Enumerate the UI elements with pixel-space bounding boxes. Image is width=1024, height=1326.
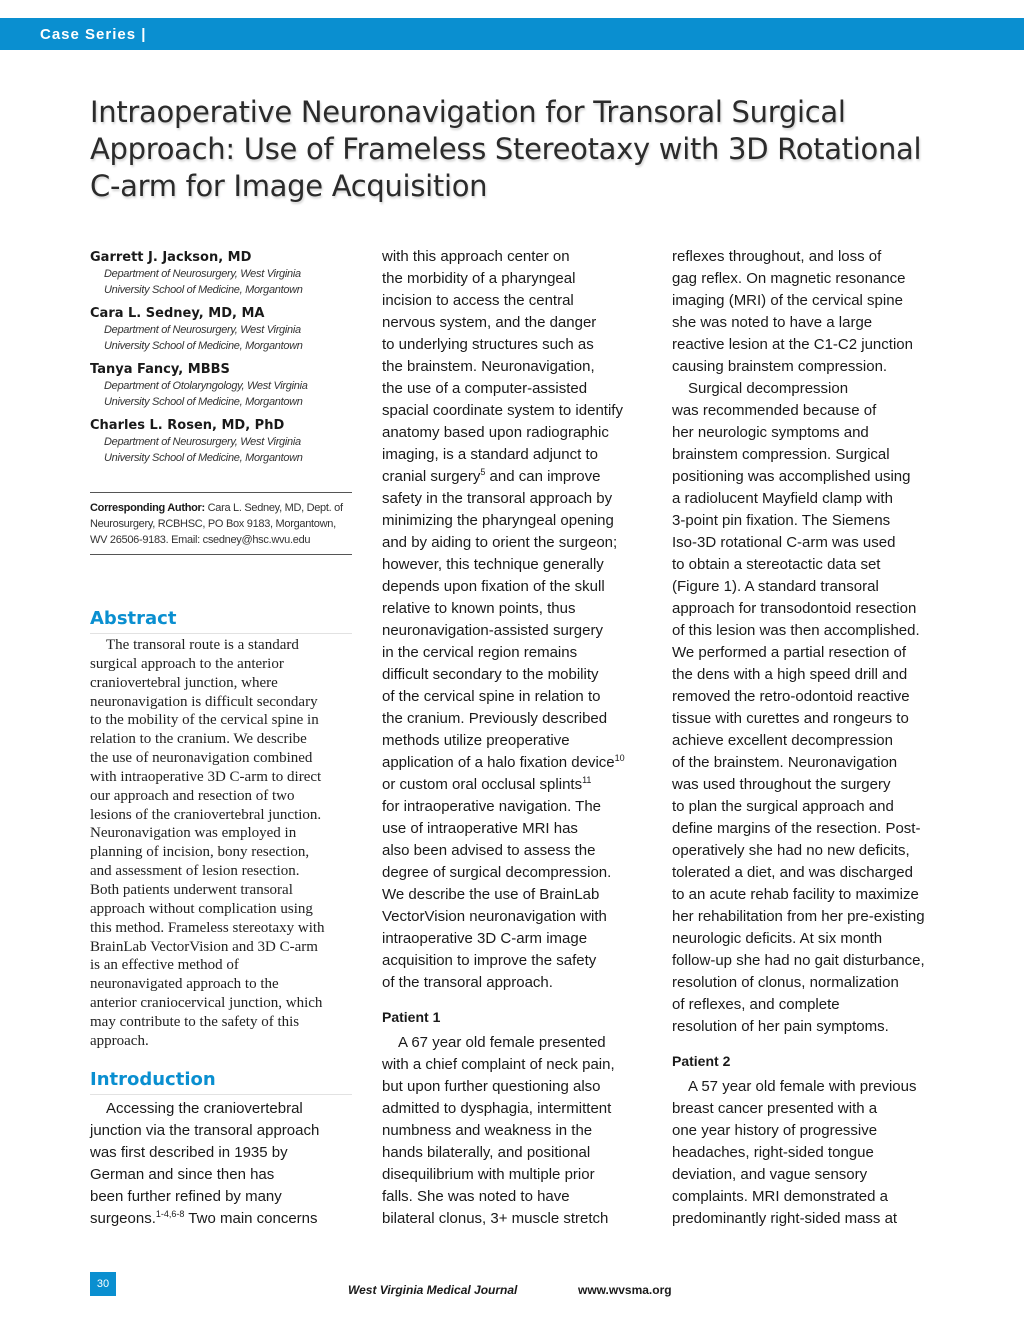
- text-line: methods utilize preoperative: [382, 732, 570, 749]
- affiliation-line: University School of Medicine, Morgantown: [104, 452, 303, 464]
- text-line: safety in the transoral approach by: [382, 490, 613, 507]
- text-line: with this approach center on: [382, 248, 570, 265]
- corresponding-address: Neurosurgery, RCBHSC, PO Box 9183, Morgantown,: [90, 518, 336, 530]
- text-line: relative to known points, thus: [382, 600, 576, 617]
- text-line: bilateral clonus, 3+ muscle stretch: [382, 1210, 609, 1227]
- text-line: A 67 year old female presented: [398, 1034, 606, 1051]
- text-line: the use of neuronavigation combined: [90, 750, 313, 767]
- text-line: incision to access the central: [382, 292, 574, 309]
- text-line: imaging, is a standard adjunct to: [382, 446, 598, 463]
- text-line: use of intraoperative MRI has: [382, 820, 578, 837]
- text-fragment: cranial surgery: [382, 468, 481, 485]
- text-line: intraoperative 3D C-arm image: [382, 930, 588, 947]
- text-fragment: Two main concerns: [184, 1210, 318, 1227]
- text-line: the use of a computer-assisted: [382, 380, 588, 397]
- text-line: neurologic deficits. At six month: [672, 930, 883, 947]
- text-line: of the cervical spine in relation to: [382, 688, 601, 705]
- article-title: [90, 94, 930, 205]
- text-line: craniovertebral junction, where: [90, 674, 278, 691]
- text-line: to underlying structures such as: [382, 336, 594, 353]
- text-line: Neuronavigation was employed in: [90, 825, 297, 842]
- text-line: with a chief complaint of neck pain,: [382, 1056, 615, 1073]
- corresponding-email: WV 26506-9183. Email: csedney@hsc.wvu.edu: [90, 534, 311, 546]
- text-line: follow-up she had no gait disturbance,: [672, 952, 925, 969]
- corresponding-name: Cara L. Sedney, MD, Dept. of: [204, 502, 343, 514]
- text-line: tolerated a diet, and was discharged: [672, 864, 913, 881]
- text-line: A 57 year old female with previous: [688, 1078, 917, 1095]
- text-line: [382, 466, 644, 488]
- text-line: of this lesion was then accomplished.: [672, 622, 920, 639]
- text-line: admitted to dysphagia, intermittent: [382, 1100, 612, 1117]
- text-line: reactive lesion at the C1-C2 junction: [672, 336, 913, 353]
- text-line: [382, 752, 644, 774]
- author-entry: [90, 250, 352, 298]
- journal-website: www.wvsma.org: [578, 1283, 672, 1297]
- citation: 11: [582, 775, 592, 785]
- text-fragment: surgeons.: [90, 1210, 156, 1227]
- text-line: hands bilaterally, and positional: [382, 1144, 591, 1161]
- text-line: gag reflex. On magnetic resonance: [672, 270, 906, 287]
- text-fragment: application of a halo fixation device: [382, 754, 615, 771]
- author-entry: [90, 306, 352, 354]
- text-line: the morbidity of a pharyngeal: [382, 270, 576, 287]
- affiliation-line: University School of Medicine, Morgantown: [104, 396, 303, 408]
- text-line: lesions of the craniovertebral junction.: [90, 806, 322, 823]
- text-line: predominantly right-sided mass at: [672, 1210, 898, 1227]
- patient-1-heading: Patient 1: [382, 1009, 441, 1025]
- affiliation-line: University School of Medicine, Morgantown: [104, 284, 303, 296]
- column-2-body: [382, 246, 644, 1230]
- text-line: the dens with a high speed drill and: [672, 666, 908, 683]
- journal-name: West Virginia Medical Journal: [348, 1283, 518, 1297]
- text-line: degree of surgical decompression.: [382, 864, 612, 881]
- text-line: removed the retro-odontoid reactive: [672, 688, 910, 705]
- text-line: [90, 1208, 352, 1230]
- text-line: neuronavigation-assisted surgery: [382, 622, 603, 639]
- text-line: but upon further questioning also: [382, 1078, 601, 1095]
- text-line: her neurologic symptoms and: [672, 424, 869, 441]
- text-line: causing brainstem compression.: [672, 358, 888, 375]
- citation: 5: [480, 467, 486, 477]
- text-line: operatively she had no new deficits,: [672, 842, 910, 859]
- affiliation-line: University School of Medicine, Morgantown: [104, 340, 303, 352]
- citation: 10: [614, 753, 625, 763]
- affiliation-line: Department of Neurosurgery, West Virginia: [104, 324, 301, 336]
- text-line: (Figure 1). A standard transoral: [672, 578, 879, 595]
- patient-2-heading: Patient 2: [672, 1053, 731, 1069]
- text-line: resolution of clonus, normalization: [672, 974, 899, 991]
- text-line: the cranium. Previously described: [382, 710, 608, 727]
- text-line: to plan the surgical approach and: [672, 798, 894, 815]
- text-line: in the cervical region remains: [382, 644, 578, 661]
- section-label: Case Series |: [40, 26, 147, 43]
- text-line: is an effective method of: [90, 957, 239, 974]
- text-line: was used throughout the surgery: [672, 776, 891, 793]
- text-line: imaging (MRI) of the cervical spine: [672, 292, 903, 309]
- text-line: nervous system, and the danger: [382, 314, 597, 331]
- text-line: minimizing the pharyngeal opening: [382, 512, 614, 529]
- text-line: and by aiding to orient the surgeon;: [382, 534, 618, 551]
- text-line: German and since then has: [90, 1166, 275, 1183]
- author-affiliation: [90, 322, 352, 354]
- text-line: to the mobility of the cervical spine in: [90, 712, 319, 729]
- text-line: difficult secondary to the mobility: [382, 666, 599, 683]
- text-line: achieve excellent decompression: [672, 732, 893, 749]
- text-fragment: and can improve: [485, 468, 601, 485]
- text-line: BrainLab VectorVision and 3D C-arm: [90, 938, 318, 955]
- author-name: Cara L. Sedney, MD, MA: [90, 306, 265, 321]
- text-line: to an acute rehab facility to maximize: [672, 886, 919, 903]
- text-line: reflexes throughout, and loss of: [672, 248, 882, 265]
- corresponding-author-box: [90, 492, 352, 555]
- text-line: anterior craniocervical junction, which: [90, 995, 323, 1012]
- text-line: headaches, right-sided tongue: [672, 1144, 874, 1161]
- text-line: acquisition to improve the safety: [382, 952, 597, 969]
- affiliation-line: Department of Neurosurgery, West Virginia: [104, 436, 301, 448]
- text-line: to obtain a stereotactic data set: [672, 556, 881, 573]
- text-line: her rehabilitation from her pre-existing: [672, 908, 925, 925]
- text-line: spacial coordinate system to identify: [382, 402, 623, 419]
- text-line: depends upon fixation of the skull: [382, 578, 605, 595]
- text-line: one year history of progressive: [672, 1122, 878, 1139]
- text-line: planning of incision, bony resection,: [90, 844, 310, 861]
- text-fragment: or custom oral occlusal splints: [382, 776, 583, 793]
- text-line: tissue with curettes and rongeurs to: [672, 710, 909, 727]
- affiliation-line: Department of Neurosurgery, West Virginia: [104, 268, 301, 280]
- text-line: breast cancer presented with a: [672, 1100, 878, 1117]
- text-line: for intraoperative navigation. The: [382, 798, 602, 815]
- text-line: Both patients underwent transoral: [90, 881, 293, 898]
- title-line: C-arm for Image Acquisition: [90, 169, 488, 203]
- text-line: positioning was accomplished using: [672, 468, 911, 485]
- text-line: was recommended because of: [672, 402, 877, 419]
- author-entry: [90, 418, 352, 466]
- corresponding-line: [90, 500, 352, 516]
- text-line: she was noted to have a large: [672, 314, 873, 331]
- text-line: however, this technique generally: [382, 556, 604, 573]
- text-line: approach without complication using: [90, 900, 313, 917]
- text-line: and assessment of lesion resection.: [90, 863, 300, 880]
- text-line: been further refined by many: [90, 1188, 282, 1205]
- text-line: may contribute to the safety of this: [90, 1013, 300, 1030]
- text-line: brainstem compression. Surgical: [672, 446, 890, 463]
- text-line: resolution of her pain symptoms.: [672, 1018, 889, 1035]
- introduction-body: [90, 1098, 352, 1230]
- abstract-heading: Abstract: [90, 608, 352, 634]
- text-line: approach.: [90, 1032, 149, 1049]
- text-line: deviation, and vague sensory: [672, 1166, 868, 1183]
- text-line: [382, 774, 644, 796]
- text-line: our approach and resection of two: [90, 787, 295, 804]
- text-line: disequilibrium with multiple prior: [382, 1166, 595, 1183]
- author-name: Garrett J. Jackson, MD: [90, 250, 252, 265]
- text-line: with intraoperative 3D C-arm to direct: [90, 768, 322, 785]
- text-line: neuronavigation is difficult secondary: [90, 693, 318, 710]
- text-line: complaints. MRI demonstrated a: [672, 1188, 888, 1205]
- author-affiliation: [90, 378, 352, 410]
- affiliation-line: Department of Otolaryngology, West Virginia: [104, 380, 308, 392]
- text-line: of reflexes, and complete: [672, 996, 840, 1013]
- text-line: VectorVision neuronavigation with: [382, 908, 607, 925]
- text-line: The transoral route is a standard: [106, 637, 299, 653]
- author-entry: [90, 362, 352, 410]
- title-line: Intraoperative Neuronavigation for Transoral Surgical: [90, 95, 846, 129]
- text-line: the brainstem. Neuronavigation,: [382, 358, 595, 375]
- text-line: of the transoral approach.: [382, 974, 553, 991]
- abstract-body: [90, 636, 352, 1051]
- text-line: was first described in 1935 by: [90, 1144, 288, 1161]
- text-line: Surgical decompression: [688, 380, 849, 397]
- text-line: We performed a partial resection of: [672, 644, 907, 661]
- text-line: of the brainstem. Neuronavigation: [672, 754, 898, 771]
- text-line: surgical approach to the anterior: [90, 655, 284, 672]
- title-line: Approach: Use of Frameless Stereotaxy with 3D Rotational: [90, 132, 922, 166]
- text-line: this method. Frameless stereotaxy with: [90, 919, 325, 936]
- author-name: Tanya Fancy, MBBS: [90, 362, 230, 377]
- author-name: Charles L. Rosen, MD, PhD: [90, 418, 285, 433]
- page-number: 30: [90, 1272, 116, 1296]
- section-banner: [0, 18, 1024, 50]
- author-list: [90, 250, 352, 474]
- author-affiliation: [90, 434, 352, 466]
- text-line: numbness and weakness in the: [382, 1122, 593, 1139]
- text-line: Iso-3D rotational C-arm was used: [672, 534, 896, 551]
- text-line: also been advised to assess the: [382, 842, 596, 859]
- citation: 1-4,6-8: [155, 1209, 185, 1219]
- text-line: anatomy based upon radiographic: [382, 424, 609, 441]
- text-line: relation to the cranium. We describe: [90, 731, 307, 748]
- text-line: approach for transodontoid resection: [672, 600, 917, 617]
- text-line: junction via the transoral approach: [90, 1122, 320, 1139]
- text-line: 3-point pin fixation. The Siemens: [672, 512, 891, 529]
- text-line: define margins of the resection. Post-: [672, 820, 921, 837]
- corresponding-label: Corresponding Author:: [90, 502, 205, 514]
- author-affiliation: [90, 266, 352, 298]
- text-line: falls. She was noted to have: [382, 1188, 570, 1205]
- introduction-heading: Introduction: [90, 1069, 352, 1095]
- text-line: Accessing the craniovertebral: [106, 1100, 303, 1117]
- text-line: a radiolucent Mayfield clamp with: [672, 490, 893, 507]
- column-3-body: [672, 246, 952, 1230]
- text-line: neuronavigated approach to the: [90, 976, 279, 993]
- text-line: We describe the use of BrainLab: [382, 886, 600, 903]
